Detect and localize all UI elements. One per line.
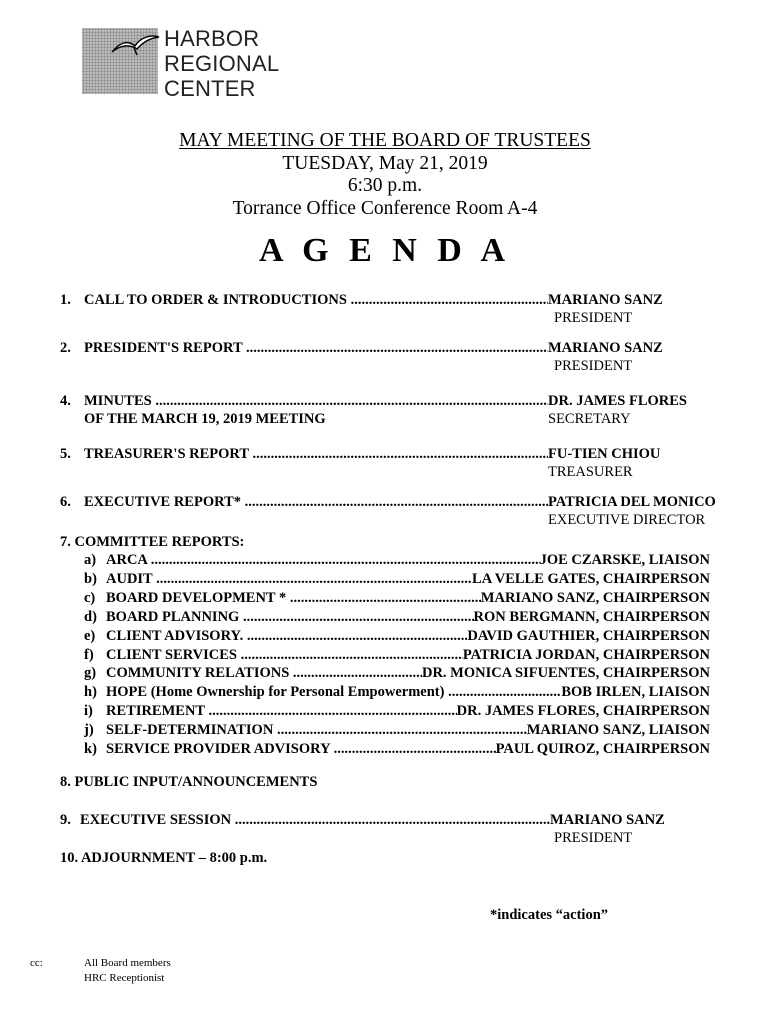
committee-report-row (84, 721, 710, 739)
cc-recipient: All Board members (84, 957, 171, 969)
item-text: CALL TO ORDER & INTRODUCTIONS (84, 292, 347, 308)
agenda-item (60, 445, 548, 463)
agenda-item (60, 291, 548, 309)
committee-letter: a) (84, 552, 97, 568)
committee-name: SELF-DETERMINATION (106, 722, 274, 739)
committee-letter: d) (84, 608, 97, 625)
agenda-title: A G E N D A (258, 232, 512, 269)
committee-letter: h) (84, 684, 97, 701)
item-text: MINUTES (84, 393, 152, 409)
agenda-item (60, 493, 548, 511)
meeting-title: MAY MEETING OF THE BOARD OF TRUSTEES (179, 130, 591, 151)
agenda-item (60, 392, 548, 410)
committee-chair: MARIANO SANZ, LIAISON (526, 722, 710, 739)
item-number: 4. (60, 393, 71, 409)
committee-name: AUDIT (106, 570, 153, 587)
committee-letter: f) (84, 646, 94, 663)
committee-report-row (84, 683, 710, 701)
committee-name: CLIENT SERVICES (106, 646, 237, 663)
item-role: PRESIDENT (554, 310, 633, 326)
committee-name: BOARD PLANNING (106, 608, 240, 625)
committee-letter: k) (84, 741, 97, 757)
item-role: SECRETARY (548, 411, 631, 427)
committee-heading: 7. COMMITTEE REPORTS: (60, 534, 245, 550)
committee-letter: b) (84, 570, 97, 587)
committee-chair: DR. JAMES FLORES, CHAIRPERSON (456, 703, 710, 720)
adjournment-item: 10. ADJOURNMENT – 8:00 p.m. (60, 850, 268, 866)
committee-report-row (84, 551, 710, 569)
committee-report-row (84, 740, 710, 758)
committee-chair: LA VELLE GATES, CHAIRPERSON (472, 570, 710, 587)
committee-report-row (84, 589, 710, 607)
item-number: 5. (60, 446, 71, 462)
committee-report-row (84, 570, 710, 588)
item-number: 6. (60, 494, 71, 510)
logo-line: CENTER (164, 76, 256, 101)
item-text: EXECUTIVE REPORT* (84, 494, 242, 510)
item-number: 1. (60, 292, 71, 308)
committee-letter: j) (84, 722, 94, 739)
item-role: PRESIDENT (554, 830, 633, 846)
committee-report-row (84, 627, 710, 645)
cc-label: cc: (30, 957, 43, 969)
committee-name: SERVICE PROVIDER ADVISORY (106, 741, 331, 757)
committee-chair: BOB IRLEN, LIAISON (561, 684, 710, 701)
item-presenter: PATRICIA DEL MONICO (548, 494, 716, 510)
logo-line: HARBOR (164, 26, 260, 51)
committee-letter: g) (84, 665, 97, 682)
item-role: PRESIDENT (554, 358, 633, 374)
item-text: TREASURER'S REPORT (84, 446, 249, 462)
committee-chair: DR. MONICA SIFUENTES, CHAIRPERSON (421, 665, 710, 682)
item-presenter: MARIANO SANZ (550, 812, 665, 828)
action-note: *indicates “action” (490, 907, 609, 923)
committee-report-row (84, 646, 710, 664)
committee-chair: DAVID GAUTHIER, CHAIRPERSON (467, 627, 710, 644)
logo-line: REGIONAL (164, 51, 280, 76)
meeting-location: Torrance Office Conference Room A-4 (232, 197, 538, 219)
committee-name: COMMUNITY RELATIONS (106, 665, 290, 682)
item-role: TREASURER (548, 464, 633, 480)
item-number: 9. (60, 812, 71, 828)
item-presenter: MARIANO SANZ (548, 340, 663, 356)
public-input-item: 8. PUBLIC INPUT/ANNOUNCEMENTS (60, 774, 318, 790)
committee-name: BOARD DEVELOPMENT * (106, 589, 287, 606)
committee-chair: JOE CZARSKE, LIAISON (539, 552, 710, 568)
cc-recipients (84, 956, 171, 986)
committee-report-row (84, 608, 710, 626)
committee-chair: MARIANO SANZ, CHAIRPERSON (480, 589, 710, 606)
item-presenter: MARIANO SANZ (548, 292, 663, 308)
item-text: PRESIDENT'S REPORT (84, 340, 243, 356)
committee-report-row (84, 702, 710, 720)
item-presenter: DR. JAMES FLORES (548, 393, 687, 409)
agenda-item (60, 339, 548, 357)
committee-letter: i) (84, 703, 93, 720)
meeting-date: TUESDAY, May 21, 2019 (282, 152, 488, 174)
committee-name: HOPE (Home Ownership for Personal Empowerment) (106, 684, 445, 701)
committee-chair: PAUL QUIROZ, CHAIRPERSON (495, 741, 710, 757)
committee-report-row (84, 664, 710, 682)
committee-letter: e) (84, 627, 96, 644)
item-text: EXECUTIVE SESSION (80, 812, 232, 828)
committee-name: ARCA (106, 552, 148, 568)
committee-letter: c) (84, 589, 96, 606)
meeting-time: 6:30 p.m. (347, 175, 423, 196)
committee-name: CLIENT ADVISORY. (106, 627, 244, 644)
committee-name: RETIREMENT (106, 703, 205, 720)
committee-chair: PATRICIA JORDAN, CHAIRPERSON (462, 646, 710, 663)
item-presenter: FU-TIEN CHIOU (548, 446, 661, 462)
item-subtext: OF THE MARCH 19, 2019 MEETING (84, 411, 326, 427)
item-role: EXECUTIVE DIRECTOR (548, 512, 706, 528)
cc-recipient: HRC Receptionist (84, 972, 165, 984)
item-number: 2. (60, 340, 71, 356)
committee-chair: RON BERGMANN, CHAIRPERSON (473, 608, 710, 625)
agenda-item (60, 811, 550, 829)
